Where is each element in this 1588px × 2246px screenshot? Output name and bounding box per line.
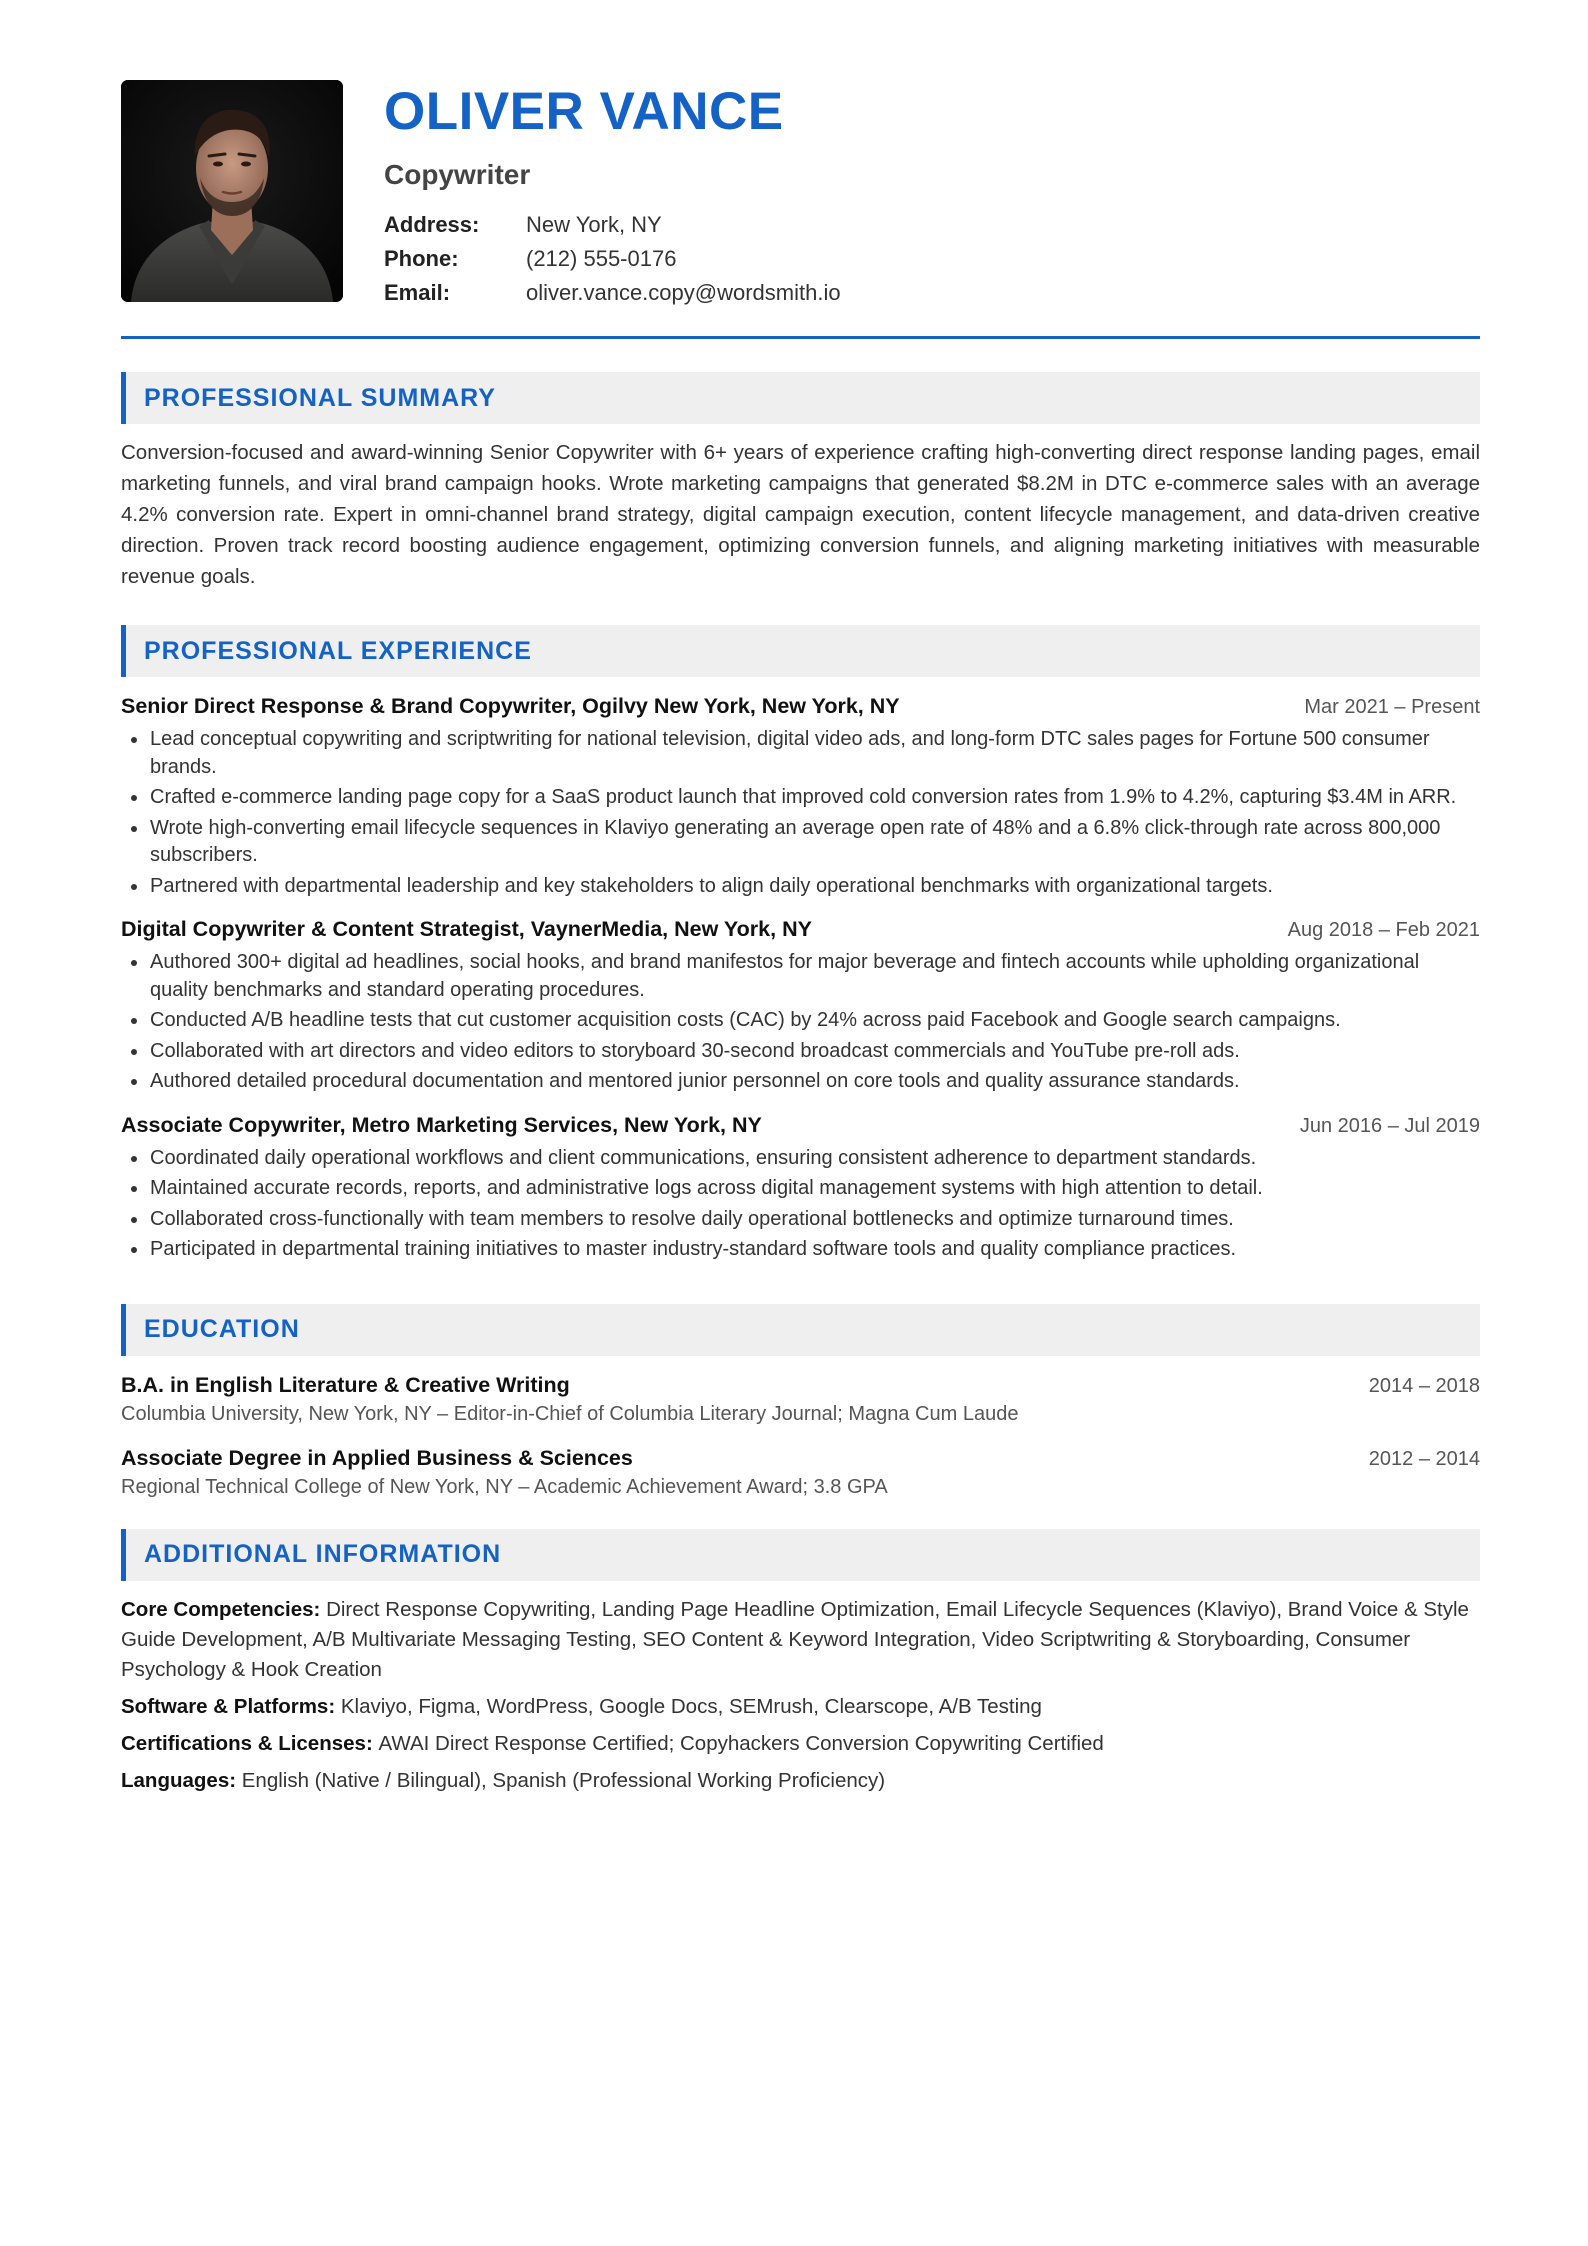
section-title: PROFESSIONAL EXPERIENCE <box>144 636 532 665</box>
position-dates: Jun 2016 – Jul 2019 <box>1299 1114 1480 1137</box>
responsibility-item: • Wrote high-converting email lifecycle sequences in Klaviyo generating an average open rate of 48% and a 6.8% click-through rate across 800,000 subscribers. <box>149 815 1480 870</box>
contact-label: Address: <box>384 212 480 237</box>
education-entry <box>121 1370 1480 1428</box>
section-heading-summary <box>121 372 1480 424</box>
school-details: Regional Technical College of New York, NY – Academic Achievement Award; 3.8 GPA <box>121 1475 888 1498</box>
responsibility-item: • Collaborated with art directors and video editors to storyboard 30-second broadcast commercials and YouTube pre-roll ads. <box>149 1038 1480 1066</box>
position-title: Digital Copywriter & Content Strategist, VaynerMedia, New York, NY <box>121 917 812 941</box>
address-value: New York, NY <box>526 212 662 237</box>
header-divider <box>121 336 1480 339</box>
education-entry-header <box>121 1370 1480 1400</box>
info-software <box>121 1692 1480 1722</box>
section-heading-education <box>121 1304 1480 1356</box>
experience-entry <box>121 914 1480 1096</box>
phone-value: (212) 555-0176 <box>526 246 677 271</box>
position-title: Senior Direct Response & Brand Copywriter, Ogilvy New York, New York, NY <box>121 694 900 718</box>
section-heading-additional <box>121 1529 1480 1581</box>
summary-text: Conversion-focused and award-winning Senior Copywriter with 6+ years of experience crafting high-converting direct response landing pages, email marketing funnels, and viral brand campaign hooks. Wrote marketing campaigns that generated $8.2M in DTC e-commerce sales with an average 4.2% conversion rate. Expert in omni-channel brand strategy, digital campaign execution, content lifecycle management, and data-driven creative direction. Proven track record boosting audience engagement, optimizing conversion funnels, and aligning marketing initiatives with measurable revenue goals. <box>121 441 1480 588</box>
responsibility-list <box>121 949 1480 1096</box>
contact-label: Email: <box>384 280 451 305</box>
responsibility-item: • Coordinated daily operational workflows and client communications, ensuring consistent adherence to department standards. <box>149 1145 1480 1173</box>
info-value: Direct Response Copywriting, Landing Page Headline Optimization, Email Lifecycle Sequences (Klaviyo), Brand Voice & Style Guide Development, A/B Multivariate Messaging Testing, SEO Content & Keyword Integration, Video Scriptwriting & Storyboarding, Consumer Psychology & Hook Creation <box>121 1597 1469 1681</box>
info-label: Core Competencies: <box>121 1597 327 1621</box>
experience-entry-header <box>121 914 1480 945</box>
education-entry <box>121 1443 1480 1501</box>
experience-entry <box>121 1110 1480 1264</box>
position-dates: Mar 2021 – Present <box>1304 696 1480 718</box>
degree-title: B.A. in English Literature & Creative Writing <box>121 1372 570 1397</box>
responsibility-item: • Participated in departmental training initiatives to master industry-standard software tools and quality compliance practices. <box>149 1236 1480 1264</box>
contact-email <box>384 276 841 310</box>
info-value: Klaviyo, Figma, WordPress, Google Docs, SEMrush, Clearscope, A/B Testing <box>340 1694 1042 1718</box>
responsibility-item: • Crafted e-commerce landing page copy for a SaaS product launch that improved cold conversion rates from 1.9% to 4.2%, capturing $3.4M in ARR. <box>149 784 1480 812</box>
responsibility-list <box>121 1145 1480 1264</box>
degree-title: Associate Degree in Applied Business & Sciences <box>121 1445 633 1470</box>
school-details: Columbia University, New York, NY – Editor-in-Chief of Columbia Literary Journal; Magna Cum Laude <box>121 1402 1019 1425</box>
responsibility-list <box>121 726 1480 900</box>
responsibility-item: • Partnered with departmental leadership and key stakeholders to align daily operational benchmarks with organizational targets. <box>149 873 1480 901</box>
education-entry-header <box>121 1443 1480 1473</box>
resume-header <box>121 80 1480 310</box>
contact-label: Phone: <box>384 246 459 271</box>
header-text <box>384 80 841 310</box>
section-title: PROFESSIONAL SUMMARY <box>144 383 496 412</box>
info-languages <box>121 1766 1480 1796</box>
section-title: ADDITIONAL INFORMATION <box>144 1540 502 1568</box>
info-core-competencies <box>121 1595 1480 1685</box>
candidate-name: OLIVER VANCE <box>384 82 784 141</box>
profile-photo <box>121 80 343 302</box>
experience-entry-header <box>121 691 1480 722</box>
experience-entry <box>121 691 1480 900</box>
responsibility-item: • Authored 300+ digital ad headlines, social hooks, and brand manifestos for major beverage and fintech accounts while upholding organizational quality benchmarks and standard operating procedures. <box>149 949 1480 1004</box>
job-title: Copywriter <box>384 159 531 190</box>
contact-info <box>384 208 841 310</box>
position-title: Associate Copywriter, Metro Marketing Services, New York, NY <box>121 1112 762 1137</box>
info-value: AWAI Direct Response Certified; Copyhackers Conversion Copywriting Certified <box>378 1731 1104 1755</box>
info-label: Certifications & Licenses: <box>121 1731 379 1755</box>
responsibility-item: • Authored detailed procedural documentation and mentored junior personnel on core tools and quality assurance standards. <box>149 1068 1480 1096</box>
responsibility-item: • Maintained accurate records, reports, and administrative logs across digital management systems with high attention to detail. <box>149 1175 1480 1203</box>
responsibility-item: • Conducted A/B headline tests that cut customer acquisition costs (CAC) by 24% across paid Facebook and Google search campaigns. <box>149 1007 1480 1035</box>
info-value: English (Native / Bilingual), Spanish (Professional Working Proficiency) <box>241 1768 886 1792</box>
responsibility-item: • Lead conceptual copywriting and scriptwriting for national television, digital video ads, and long-form DTC sales pages for Fortune 500 consumer brands. <box>149 726 1480 781</box>
info-certifications <box>121 1729 1480 1759</box>
section-heading-experience <box>121 625 1480 677</box>
position-dates: Aug 2018 – Feb 2021 <box>1287 919 1480 941</box>
section-title: EDUCATION <box>144 1315 300 1343</box>
responsibility-item: • Collaborated cross-functionally with team members to resolve daily operational bottlenecks and optimize turnaround times. <box>149 1206 1480 1234</box>
experience-entry-header <box>121 1110 1480 1141</box>
info-label: Languages: <box>121 1768 242 1792</box>
education-dates: 2012 – 2014 <box>1368 1447 1480 1470</box>
contact-address <box>384 208 841 242</box>
education-dates: 2014 – 2018 <box>1368 1374 1480 1397</box>
info-label: Software & Platforms: <box>121 1694 341 1718</box>
email-value: oliver.vance.copy@wordsmith.io <box>526 280 841 305</box>
contact-phone <box>384 242 841 276</box>
